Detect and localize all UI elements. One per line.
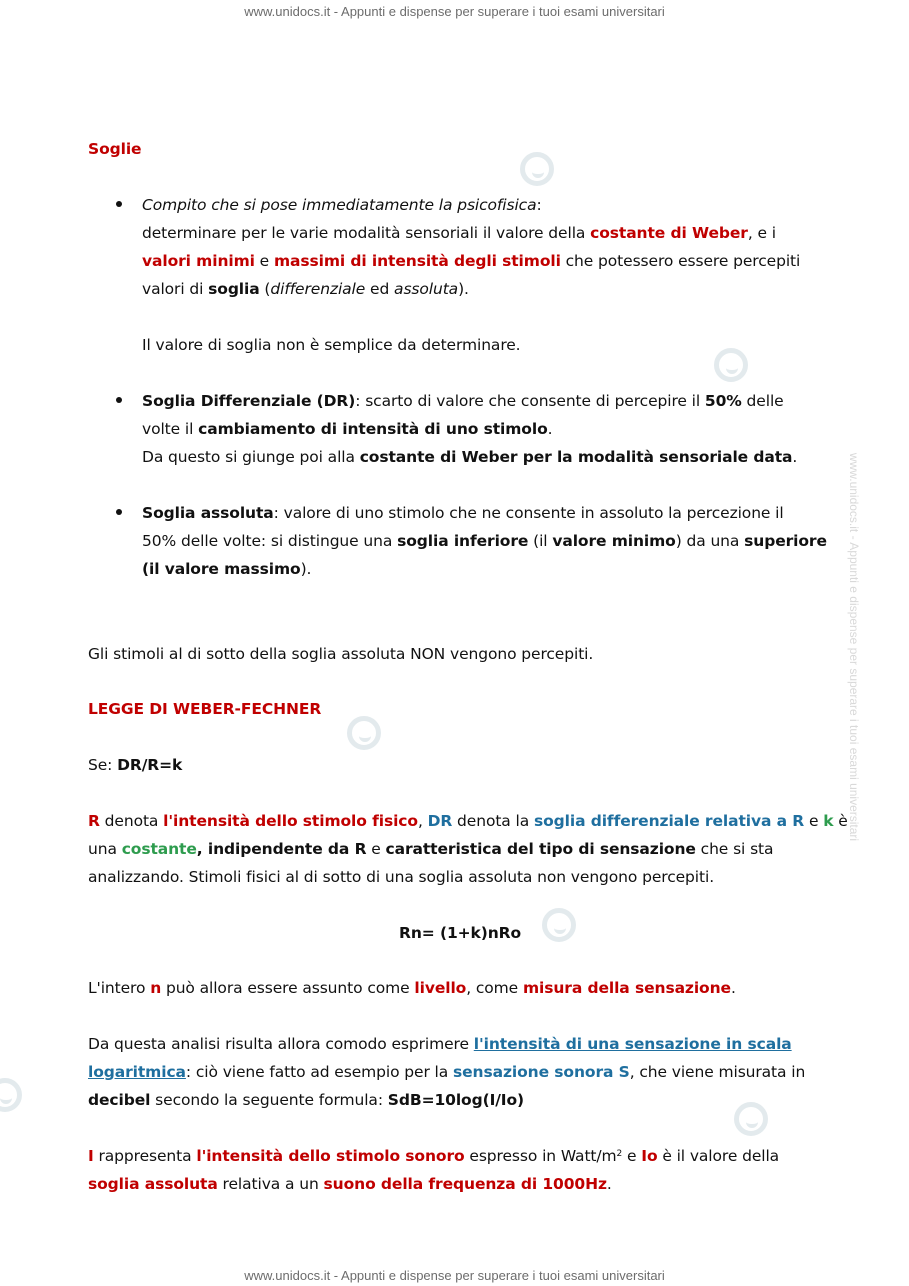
text: analizzando. Stimoli fisici al di sotto di una soglia assoluta non vengono percepiti. [88, 868, 715, 886]
text: l'intensità di una sensazione in scala [473, 1035, 792, 1053]
text: valori di [142, 280, 209, 298]
text: , [417, 812, 428, 830]
paragraph-1-line-3 [88, 867, 714, 887]
text: assoluta [394, 280, 459, 298]
watermark-logo-icon [520, 152, 554, 186]
text: rappresenta [93, 1147, 197, 1165]
bullet-1-line-5 [142, 335, 521, 355]
text: volte il [142, 420, 199, 438]
bullet-icon [116, 397, 122, 403]
text: delle [741, 392, 784, 410]
text: superiore [744, 532, 827, 550]
watermark-logo-icon [347, 716, 381, 750]
text: caratteristica del tipo di sensazione [385, 840, 696, 858]
text: Gli stimoli al di sotto della soglia assoluta NON vengono percepiti. [88, 645, 594, 663]
bullet-3-line-3 [142, 559, 311, 579]
watermark-logo-icon [0, 1078, 22, 1112]
text: valore minimo [552, 532, 676, 550]
text: valori minimi [142, 252, 255, 270]
paragraph-stimoli [88, 644, 593, 664]
bullet-1-line-4 [142, 279, 469, 299]
bullet-1-line-3 [142, 251, 800, 271]
text: logaritmica [88, 1063, 186, 1081]
text: Soglia Differenziale (DR) [142, 392, 356, 410]
text: decibel [88, 1091, 151, 1109]
text: R [88, 812, 100, 830]
text: e [804, 812, 824, 830]
text: DR/R=k [117, 756, 183, 774]
text: (il [528, 532, 553, 550]
text: ( [259, 280, 271, 298]
heading-text: Soglie [88, 140, 142, 158]
text: denota [99, 812, 164, 830]
watermark-logo-icon [734, 1102, 768, 1136]
text: e [254, 252, 274, 270]
text: DR [427, 812, 453, 830]
text: soglia assoluta [88, 1175, 218, 1193]
text: ) da una [675, 532, 745, 550]
text: Io [641, 1147, 658, 1165]
text: SdB=10log(I/Io) [387, 1091, 524, 1109]
bullet-1-line-2 [142, 223, 776, 243]
heading-text: LEGGE DI WEBER-FECHNER [88, 700, 322, 718]
text: , come [466, 979, 523, 997]
text: ed [365, 280, 395, 298]
text: che potessero essere percepiti [560, 252, 801, 270]
text: secondo la seguente formula: [150, 1091, 388, 1109]
text: suono della frequenza di 1000Hz [323, 1175, 607, 1193]
text: , che viene misurata in [629, 1063, 806, 1081]
bullet-3-line-2 [142, 531, 827, 551]
text: Se: [88, 756, 118, 774]
text: ). [458, 280, 469, 298]
text: , indipendente da R [196, 840, 367, 858]
text: costante di Weber [590, 224, 748, 242]
formula-rn [399, 923, 521, 943]
text: una [88, 840, 122, 858]
text: n [150, 979, 162, 997]
text: 50% [704, 392, 742, 410]
text: massimi di intensità degli stimoli [273, 252, 561, 270]
watermark-bottom: www.unidocs.it - Appunti e dispense per superare i tuoi esami universitari [244, 1268, 665, 1283]
text: Il valore di soglia non è semplice da determinare. [142, 336, 521, 354]
text: : scarto di valore che consente di percepire il [355, 392, 705, 410]
text: soglia differenziale relativa a R [533, 812, 805, 830]
text: livello [414, 979, 467, 997]
paragraph-3-line-3 [88, 1090, 524, 1110]
paragraph-2 [88, 978, 736, 998]
section-heading-soglie [88, 139, 141, 159]
text: , e i [747, 224, 776, 242]
text: Rn= (1+k)nRo [399, 924, 522, 942]
paragraph-1-line-2 [88, 839, 773, 859]
text: che si sta [695, 840, 774, 858]
text: denota la [452, 812, 534, 830]
text: l'intensità dello stimolo fisico [163, 812, 418, 830]
text: . [730, 979, 736, 997]
text: I [88, 1147, 94, 1165]
section-heading-legge [88, 699, 321, 719]
text: determinare per le varie modalità sensoriali il valore della [142, 224, 591, 242]
text: Da questo si giunge poi alla [142, 448, 360, 466]
text: cambiamento di intensità di uno stimolo [198, 420, 548, 438]
bullet-2-line-1 [142, 391, 784, 411]
text: Compito che si pose immediatamente la psicofisica [142, 196, 537, 214]
watermark-logo-icon [542, 908, 576, 942]
text: . [547, 420, 553, 438]
text: soglia [208, 280, 260, 298]
text: costante di Weber per la modalità sensoriale data [359, 448, 793, 466]
text: espresso in Watt/m [464, 1147, 617, 1165]
text: e [622, 1147, 642, 1165]
formula-se [88, 755, 182, 775]
watermark-logo-icon [714, 348, 748, 382]
bullet-2-line-2 [142, 419, 552, 439]
text: costante [121, 840, 197, 858]
text: differenziale [270, 280, 366, 298]
paragraph-3-line-1 [88, 1034, 792, 1054]
text: 50% delle volte: si distingue una [142, 532, 398, 550]
text: (il valore massimo [142, 560, 301, 578]
text: è [833, 812, 848, 830]
text: Da questa analisi risulta allora comodo esprimere [88, 1035, 474, 1053]
text: misura della sensazione [522, 979, 731, 997]
paragraph-4-line-1 [88, 1146, 779, 1166]
text: : [536, 196, 542, 214]
bullet-2-line-3 [142, 447, 797, 467]
text: relativa a un [217, 1175, 324, 1193]
text: k [823, 812, 834, 830]
text: può allora essere assunto come [161, 979, 415, 997]
bullet-1-line-1 [142, 195, 542, 215]
text: Soglia assoluta [142, 504, 274, 522]
watermark-top: www.unidocs.it - Appunti e dispense per superare i tuoi esami universitari [244, 4, 665, 19]
paragraph-3-line-2 [88, 1062, 805, 1082]
bullet-icon [116, 201, 122, 207]
text: L'intero [88, 979, 151, 997]
text: è il valore della [657, 1147, 780, 1165]
superscript: 2 [616, 1149, 623, 1159]
bullet-3-line-1 [142, 503, 784, 523]
paragraph-1-line-1 [88, 811, 848, 831]
text: soglia inferiore [397, 532, 529, 550]
text: l'intensità dello stimolo sonoro [196, 1147, 465, 1165]
bullet-icon [116, 509, 122, 515]
paragraph-4-line-2 [88, 1174, 612, 1194]
text: : ciò viene fatto ad esempio per la [185, 1063, 453, 1081]
text: . [606, 1175, 612, 1193]
text: ). [300, 560, 312, 578]
text: sensazione sonora S [453, 1063, 630, 1081]
watermark-side-right: www.unidocs.it - Appunti e dispense per superare i tuoi esami universitari [847, 452, 862, 842]
text: . [792, 448, 798, 466]
text: e [366, 840, 386, 858]
text: : valore di uno stimolo che ne consente in assoluto la percezione il [273, 504, 784, 522]
